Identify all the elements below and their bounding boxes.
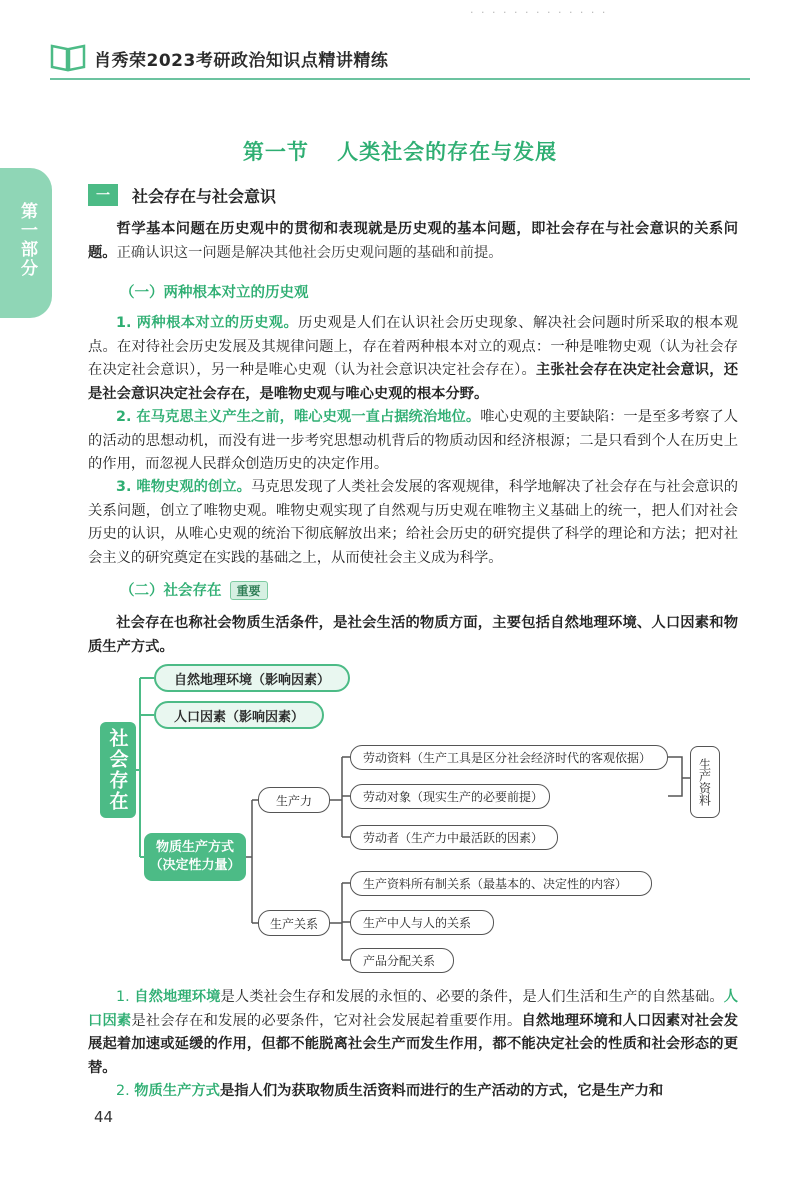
p4-bold: 社会存在也称社会物质生活条件，是社会生活的物质方面，主要包括自然地理环境、人口因素和物质生产方式。 xyxy=(88,615,738,655)
p5-term1: 自然地理环境 xyxy=(134,989,221,1005)
section-number: 第一节 xyxy=(242,140,309,164)
paragraph-3 xyxy=(88,476,738,570)
subheading-2 xyxy=(120,579,268,600)
part-side-tab xyxy=(0,168,52,318)
important-tag: 重要 xyxy=(230,581,268,600)
heading-number: 一 xyxy=(96,188,110,204)
p1-title: 1. 两种根本对立的历史观。 xyxy=(116,315,299,331)
p1-text: 历史观是人们在认识社会历史现象、解决社会问题时所采取的根本观点。在对待社会历史发展及其规律问题上，存在着两种根本对立的观点：一种是唯物史观（认为社会存在决定社会意识），另一种是唯心史观（认为社会意识决定社会存在）。 xyxy=(88,315,739,378)
node-ownership: 生产资料所有制关系（最基本的、决定性的内容） xyxy=(350,871,652,896)
book-icon xyxy=(50,42,86,72)
page-header xyxy=(0,0,800,90)
p2-text: 唯心史观的主要缺陷：一是至多考察了人的活动的思想动机，而没有进一步考究思想动机背后的物质动因和经济根源；二是只看到个人在历史上的作用，而忽视人民群众创造历史的决定作用。 xyxy=(88,409,739,472)
intro-paragraph xyxy=(88,218,738,265)
header-marks: · · · · · · · · · · · · · xyxy=(470,6,608,19)
section-heading: 人类社会的存在与发展 xyxy=(337,140,558,164)
paragraph-2 xyxy=(88,406,738,477)
p6-term: 物质生产方式 xyxy=(134,1083,220,1099)
node-people-relations: 生产中人与人的关系 xyxy=(350,910,494,935)
paragraph-1 xyxy=(88,312,738,406)
side-tab-label: 第一部分 xyxy=(17,202,37,278)
p1-bold: 主张社会存在决定社会意识，还是社会意识决定社会存在，是唯物史观与唯心史观的根本分野。 xyxy=(88,362,738,402)
subheading-2-title: （二）社会存在 xyxy=(120,583,222,599)
node-population: 人口因素（影响因素） xyxy=(154,701,324,729)
heading-title: 社会存在与社会意识 xyxy=(132,187,277,206)
paragraph-5 xyxy=(88,986,738,1080)
p5-text2: 是社会存在和发展的必要条件，它对社会发展起着重要作用。 xyxy=(131,1012,522,1029)
social-existence-diagram xyxy=(94,660,744,980)
node-means-of-production: 生产资料 xyxy=(690,746,720,818)
node-production-relations: 生产关系 xyxy=(258,910,330,936)
node-production-mode xyxy=(144,833,246,881)
node-labor-object: 劳动对象（现实生产的必要前提） xyxy=(350,784,550,809)
p5-bold: 自然地理环境和人口因素对社会发展起着加速或延缓的作用，但都不能脱离社会生产而发生作用，都不能决定社会的性质和社会形态的更替。 xyxy=(88,1012,739,1076)
book-title: 肖秀荣2023考研政治知识点精讲精练 xyxy=(94,51,389,71)
p5-term2: 人口因素 xyxy=(88,989,739,1029)
intro-rest: 正确认识这一问题是解决其他社会历史观问题的基础和前提。 xyxy=(116,244,503,261)
p5-num: 1. xyxy=(116,989,135,1005)
header-divider xyxy=(50,78,750,80)
p3-text: 马克思发现了人类社会发展的客观规律，科学地解决了社会存在与社会意识的关系问题，创立了唯物史观。唯物史观实现了自然观与历史观在唯物主义基础上的统一，把人们对社会历史的认识，从唯心史观的统治下彻底解放出来；给社会历史的研究提供了科学的理论和方法；把对社会主义的研究奠定在实践的基础之上，从而使社会主义成为科学。 xyxy=(88,479,738,566)
p5-text1: 是人类社会生存和发展的永恒的、必要的条件，是人们生活和生产的自然基础。 xyxy=(220,989,724,1005)
paragraph-4 xyxy=(88,612,738,659)
p2-title: 2. 在马克思主义产生之前，唯心史观一直占据统治地位。 xyxy=(116,409,481,425)
node-geography: 自然地理环境（影响因素） xyxy=(154,664,350,692)
p6-text: 是指人们为获取物质生活资料而进行的生产活动的方式，它是生产力和 xyxy=(219,1083,664,1099)
p3-title: 3. 唯物史观的创立。 xyxy=(116,479,251,495)
page-number: 44 xyxy=(94,1108,114,1126)
p6-num: 2. xyxy=(116,1083,135,1099)
paragraph-6 xyxy=(88,1080,738,1104)
node-production-mode-line2: （决定性力量） xyxy=(149,858,241,873)
node-distribution: 产品分配关系 xyxy=(350,948,454,973)
subheading-1: （一）两种根本对立的历史观 xyxy=(120,285,309,301)
node-labor-means: 劳动资料（生产工具是区分社会经济时代的客观依据） xyxy=(350,745,668,770)
node-productivity: 生产力 xyxy=(258,787,330,813)
diagram-root: 社会存在 xyxy=(100,722,136,818)
heading-number-box xyxy=(88,184,118,206)
node-production-mode-line1: 物质生产方式 xyxy=(155,840,234,855)
node-laborer: 劳动者（生产力中最活跃的因素） xyxy=(350,825,558,850)
section-title xyxy=(0,136,800,166)
intro-bold: 哲学基本问题在历史观中的贯彻和表现就是历史观的基本问题，即社会存在与社会意识的关系问题。 xyxy=(88,221,738,261)
